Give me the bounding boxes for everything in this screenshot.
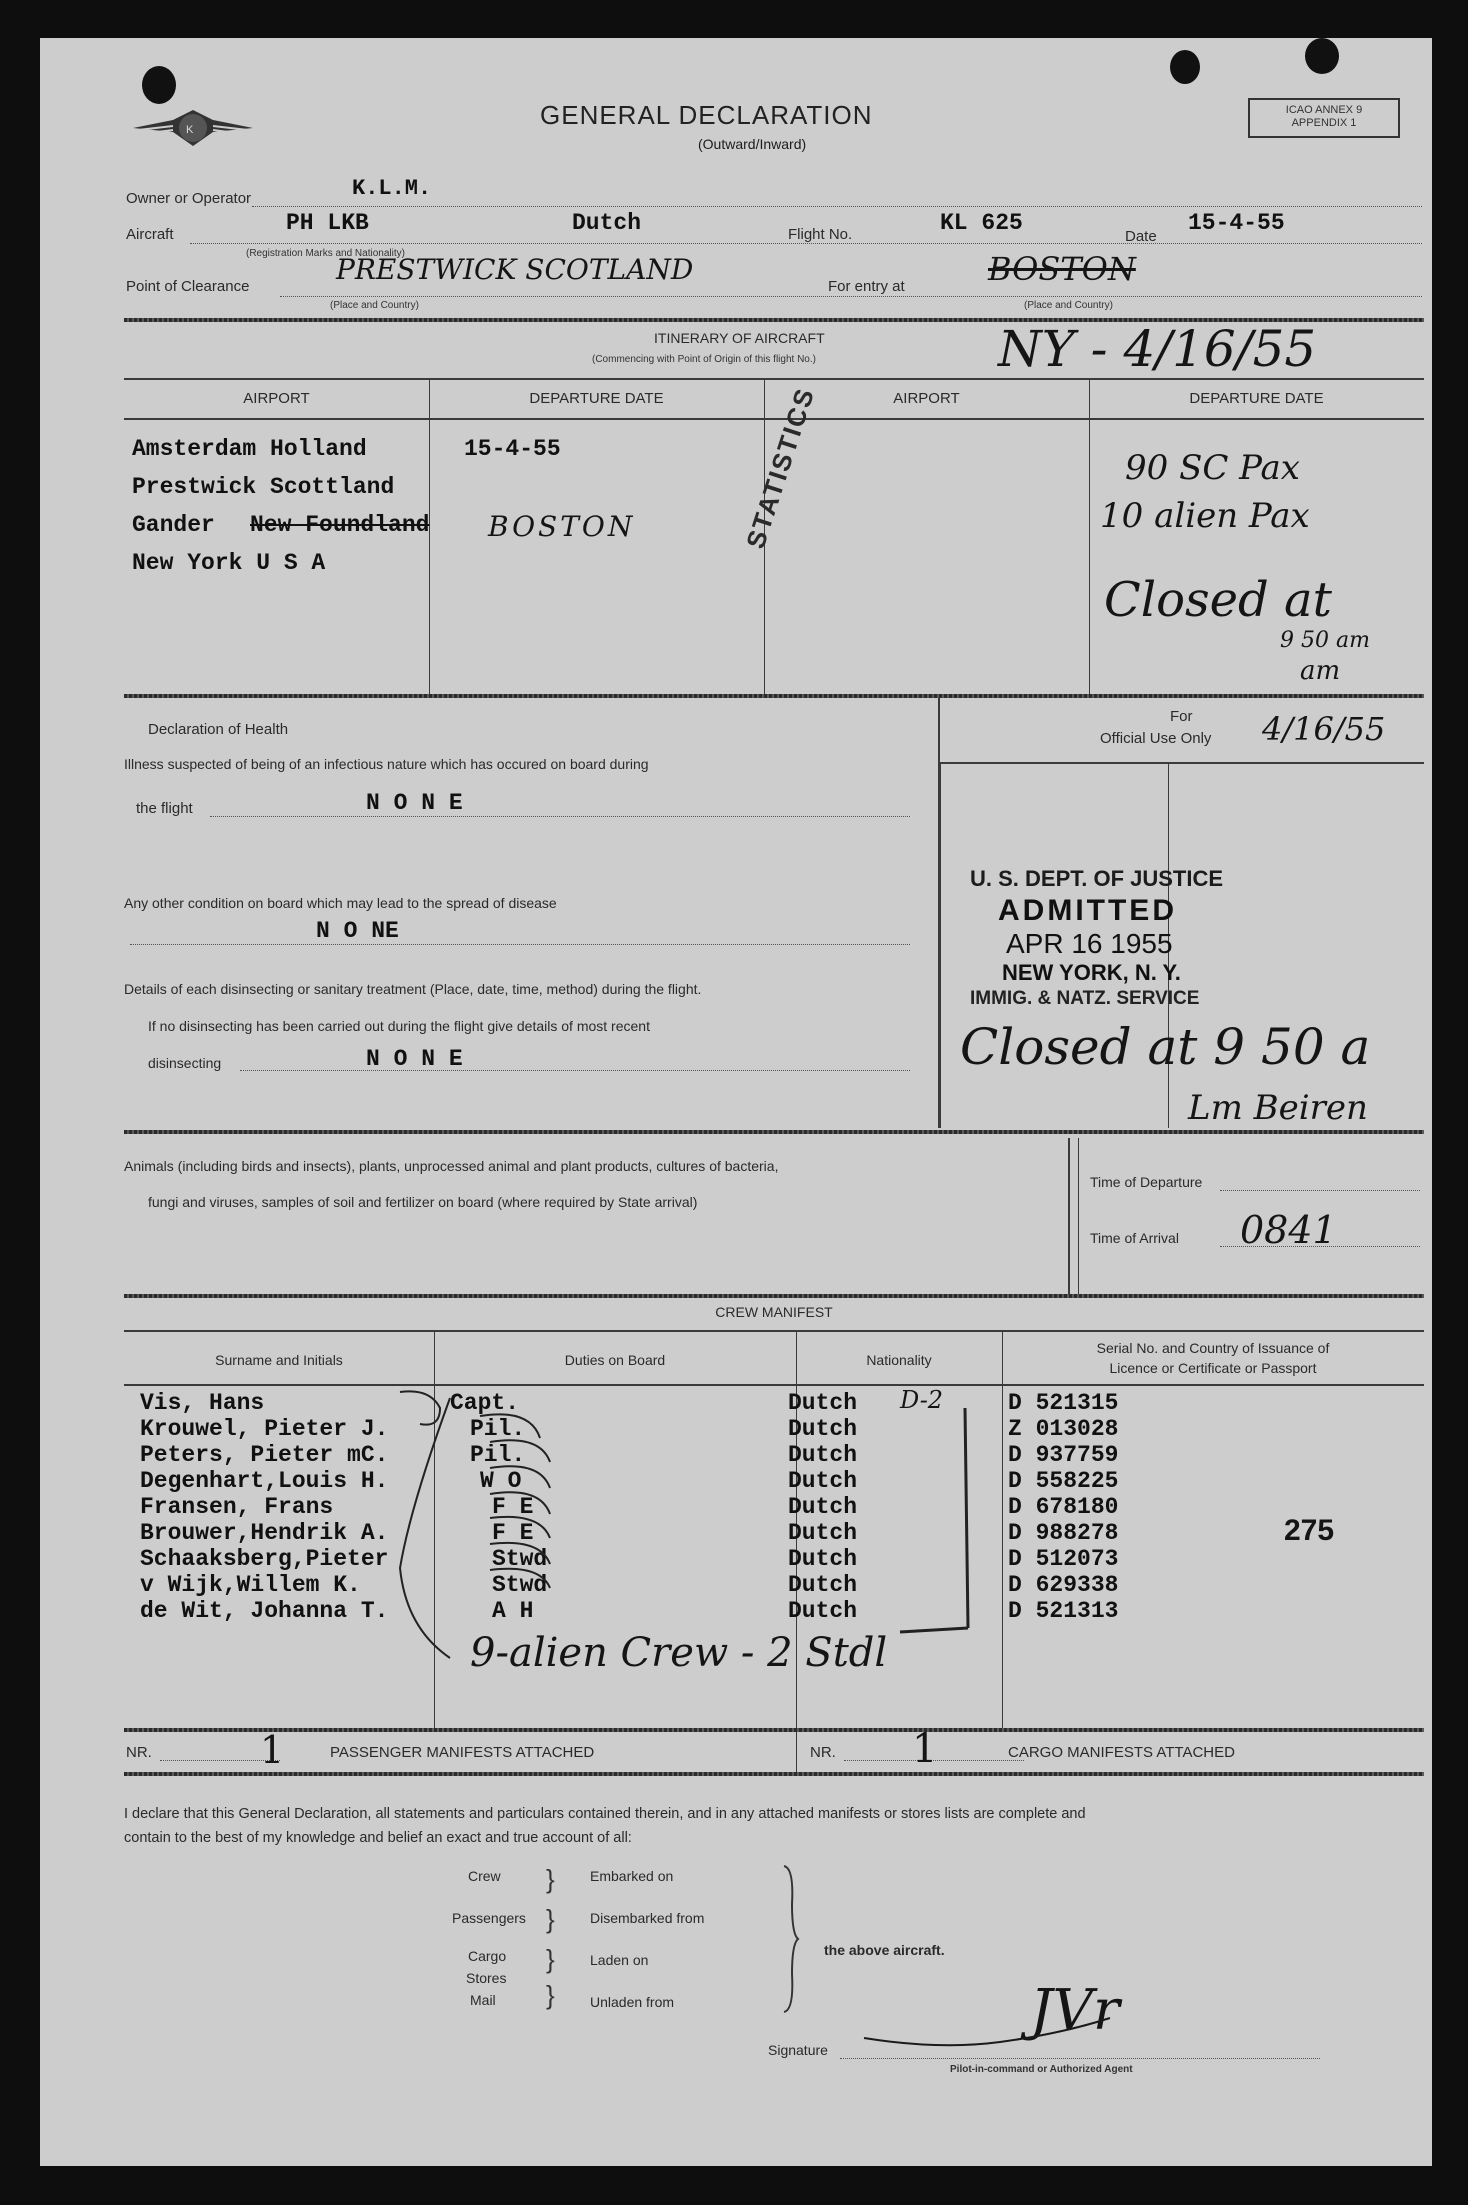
punch-hole — [1305, 38, 1339, 74]
brace-1: } — [546, 1864, 555, 1894]
stamp-admitted: ADMITTED — [998, 894, 1177, 927]
passenger-manifests-label: PASSENGER MANIFESTS ATTACHED — [330, 1744, 595, 1761]
official-label: Official Use Only — [1100, 730, 1212, 747]
col-departure-1: DEPARTURE DATE — [529, 390, 664, 407]
itinerary-struck: New Foundland — [250, 512, 430, 538]
crew-serial: D 512073 — [1008, 1546, 1119, 1572]
icao-annex-box — [1248, 98, 1400, 138]
health-title: Declaration of Health — [148, 721, 289, 738]
crew-d2-note: D-2 — [900, 1386, 944, 1414]
decl-right-aircraft: the above aircraft. — [824, 1942, 945, 1958]
crew-nationality: Dutch — [788, 1494, 858, 1520]
brace-4: } — [546, 1980, 555, 2010]
crew-side-number: 275 — [1284, 1514, 1335, 1547]
crew-duty: A H — [492, 1598, 534, 1624]
crew-manifest-title: CREW MANIFEST — [715, 1304, 833, 1320]
crew-name: Krouwel, Pieter J. — [140, 1416, 389, 1442]
itinerary-airport-1: Amsterdam Holland — [132, 436, 367, 462]
official-date: 4/16/55 — [1262, 710, 1386, 748]
decl-mid-laden: Laden on — [590, 1952, 649, 1968]
itinerary-airport-3: Gander — [132, 512, 215, 538]
health-question-3c: disinsecting — [148, 1055, 222, 1071]
crew-name: Degenhart,Louis H. — [140, 1468, 389, 1494]
health-question-2: Any other condition on board which may lead to the spread of disease — [124, 895, 557, 911]
decl-left-passengers: Passengers — [452, 1910, 526, 1926]
cargo-manifest-count: 1 — [912, 1726, 938, 1772]
passenger-manifest-count: 1 — [260, 1728, 285, 1772]
passenger-nr-label: NR. — [126, 1744, 152, 1761]
aircraft-registration: PH LKB — [286, 210, 369, 236]
flight-value: KL 625 — [940, 210, 1023, 236]
crew-note: 9-alien Crew - 2 Stdl — [470, 1630, 888, 1676]
crew-serial: D 937759 — [1008, 1442, 1119, 1468]
crew-serial: D 558225 — [1008, 1468, 1119, 1494]
crew-serial: D 988278 — [1008, 1520, 1119, 1546]
animals-text-2: fungi and viruses, samples of soil and fertilizer on board (where required by State arrival) — [148, 1194, 698, 1210]
crew-nationality: Dutch — [788, 1572, 858, 1598]
signature-sublabel: Pilot-in-command or Authorized Agent — [950, 2064, 1133, 2075]
health-question-1: Illness suspected of being of an infectious nature which has occured on board during — [124, 756, 649, 772]
health-answer-2: N O NE — [316, 918, 399, 944]
stamp-date: APR 16 1955 — [1006, 928, 1173, 959]
statistics-stamp: STATISTICS — [740, 383, 821, 553]
itinerary-note-4: 9 50 am — [1280, 628, 1370, 653]
itinerary-handwritten-date: NY - 4/16/55 — [998, 320, 1317, 378]
clearance-label: Point of Clearance — [126, 278, 250, 295]
crew-name: Fransen, Frans — [140, 1494, 334, 1520]
itinerary-airport-2: Prestwick Scottland — [132, 474, 395, 500]
crew-serial: D 629338 — [1008, 1572, 1119, 1598]
crew-duty: W O — [480, 1468, 522, 1494]
itinerary-title: ITINERARY OF AIRCRAFT — [654, 330, 825, 346]
itinerary-note-1: 90 SC Pax — [1125, 448, 1300, 488]
date-label: Date — [1125, 228, 1157, 245]
cargo-manifests-label: CARGO MANIFESTS ATTACHED — [1008, 1744, 1235, 1761]
crew-col-nationality: Nationality — [866, 1352, 932, 1368]
form-title: GENERAL DECLARATION — [540, 100, 873, 130]
crew-col-name: Surname and Initials — [215, 1352, 343, 1368]
crew-duty: Stwd — [492, 1572, 548, 1598]
crew-nationality: Dutch — [788, 1416, 858, 1442]
entry-value: BOSTON — [988, 250, 1136, 288]
declaration-text-1: I declare that this General Declaration, all statements and particulars contained therein, and in any attached manifests or stores lists are complete and — [124, 1806, 1086, 1822]
crew-name: Brouwer,Hendrik A. — [140, 1520, 389, 1546]
crew-name: Schaaksberg,Pieter — [140, 1546, 389, 1572]
itinerary-gander-note: BOSTON — [488, 510, 636, 543]
itinerary-note-3: Closed at — [1104, 572, 1332, 628]
airline-logo — [128, 98, 258, 158]
appendix-text: APPENDIX 1 — [1291, 117, 1357, 129]
official-signature: Lm Beiren — [1188, 1088, 1368, 1128]
crew-serial: D 521315 — [1008, 1390, 1119, 1416]
decl-mid-unladen: Unladen from — [590, 1994, 675, 2010]
itinerary-subtitle: (Commencing with Point of Origin of this flight No.) — [592, 354, 816, 365]
stamp-service: IMMIG. & NATZ. SERVICE — [970, 988, 1200, 1009]
itinerary-airport-4: New York U S A — [132, 550, 326, 576]
health-answer-3: N O N E — [366, 1046, 463, 1072]
crew-serial: Z 013028 — [1008, 1416, 1119, 1442]
decl-left-crew: Crew — [468, 1868, 501, 1884]
crew-nationality: Dutch — [788, 1468, 858, 1494]
flight-label: Flight No. — [788, 226, 853, 243]
crew-name: de Wit, Johanna T. — [140, 1598, 389, 1624]
itinerary-note-2: 10 alien Pax — [1100, 496, 1310, 536]
crew-serial: D 521313 — [1008, 1598, 1119, 1624]
entry-sublabel: (Place and Country) — [1024, 300, 1113, 311]
owner-label: Owner or Operator — [126, 190, 252, 207]
owner-value: K.L.M. — [352, 176, 432, 201]
itinerary-departure-date: 15-4-55 — [464, 436, 561, 462]
decl-left-stores: Stores — [466, 1970, 507, 1986]
crew-nationality: Dutch — [788, 1520, 858, 1546]
col-airport-1: AIRPORT — [243, 390, 310, 407]
crew-duty: Pil. — [470, 1442, 526, 1468]
annex-text: ICAO ANNEX 9 — [1285, 104, 1363, 116]
official-for-label: For — [1170, 708, 1193, 725]
brace-3: } — [546, 1944, 555, 1974]
crew-col-serial-1: Serial No. and Country of Issuance of — [1096, 1340, 1330, 1356]
aircraft-nationality: Dutch — [572, 210, 642, 236]
clearance-sublabel: (Place and Country) — [330, 300, 419, 311]
crew-duty: Stwd — [492, 1546, 548, 1572]
col-airport-2: AIRPORT — [893, 390, 960, 407]
pilot-signature: JVr — [1030, 1978, 1120, 2043]
crew-col-duties: Duties on Board — [564, 1352, 666, 1368]
crew-nationality: Dutch — [788, 1442, 858, 1468]
health-question-3: Details of each disinsecting or sanitary treatment (Place, date, time, method) during the flight. — [124, 981, 702, 997]
crew-nationality: Dutch — [788, 1546, 858, 1572]
official-closed-note: Closed at 9 50 a — [960, 1018, 1371, 1076]
entry-label: For entry at — [828, 278, 905, 295]
date-value: 15-4-55 — [1188, 210, 1285, 236]
health-question-3b: If no disinsecting has been carried out during the flight give details of most recent — [148, 1018, 650, 1034]
animals-text-1: Animals (including birds and insects), plants, unprocessed animal and plant products, cultures of bacteria, — [124, 1158, 779, 1174]
signature-label: Signature — [768, 2042, 828, 2058]
crew-name: Vis, Hans — [140, 1390, 265, 1416]
clearance-value: PRESTWICK SCOTLAND — [336, 253, 694, 286]
crew-duty: F E — [492, 1520, 534, 1546]
general-declaration-form — [40, 38, 1432, 2166]
cargo-nr-label: NR. — [810, 1744, 836, 1761]
aircraft-sublabel: (Registration Marks and Nationality) — [246, 248, 405, 259]
decl-mid-disembarked: Disembarked from — [590, 1910, 705, 1926]
decl-right-brace — [780, 1864, 800, 2014]
brace-2: } — [546, 1904, 555, 1934]
crew-nationality: Dutch — [788, 1390, 858, 1416]
crew-serial: D 678180 — [1008, 1494, 1119, 1520]
decl-left-cargo: Cargo — [468, 1948, 507, 1964]
departure-time-label: Time of Departure — [1090, 1174, 1203, 1190]
crew-duty: F E — [492, 1494, 534, 1520]
crew-col-serial-2: Licence or Certificate or Passport — [1109, 1360, 1317, 1376]
itinerary-note-5: am — [1300, 656, 1341, 686]
crew-nationality: Dutch — [788, 1598, 858, 1624]
decl-left-mail: Mail — [470, 1992, 496, 2008]
arrival-time-value: 0841 — [1240, 1208, 1337, 1252]
form-subtitle: (Outward/Inward) — [698, 136, 807, 152]
aircraft-label: Aircraft — [126, 226, 174, 243]
crew-duty: Capt. — [450, 1390, 520, 1416]
health-question-1b: the flight — [136, 800, 193, 817]
crew-duty: Pil. — [470, 1416, 526, 1442]
health-answer-1: N O N E — [366, 790, 463, 816]
arrival-time-label: Time of Arrival — [1090, 1230, 1179, 1246]
stamp-city: NEW YORK, N. Y. — [1002, 960, 1181, 985]
signature-stroke — [860, 1998, 1200, 2068]
decl-mid-embarked: Embarked on — [590, 1868, 674, 1884]
crew-name: Peters, Pieter mC. — [140, 1442, 389, 1468]
declaration-text-2: contain to the best of my knowledge and belief an exact and true account of all: — [124, 1830, 632, 1846]
svg-text:K: K — [186, 124, 194, 136]
stamp-dept-justice: U. S. DEPT. OF JUSTICE — [970, 866, 1224, 891]
crew-name: v Wijk,Willem K. — [140, 1572, 361, 1598]
col-departure-2: DEPARTURE DATE — [1189, 390, 1324, 407]
punch-hole — [1170, 50, 1200, 84]
